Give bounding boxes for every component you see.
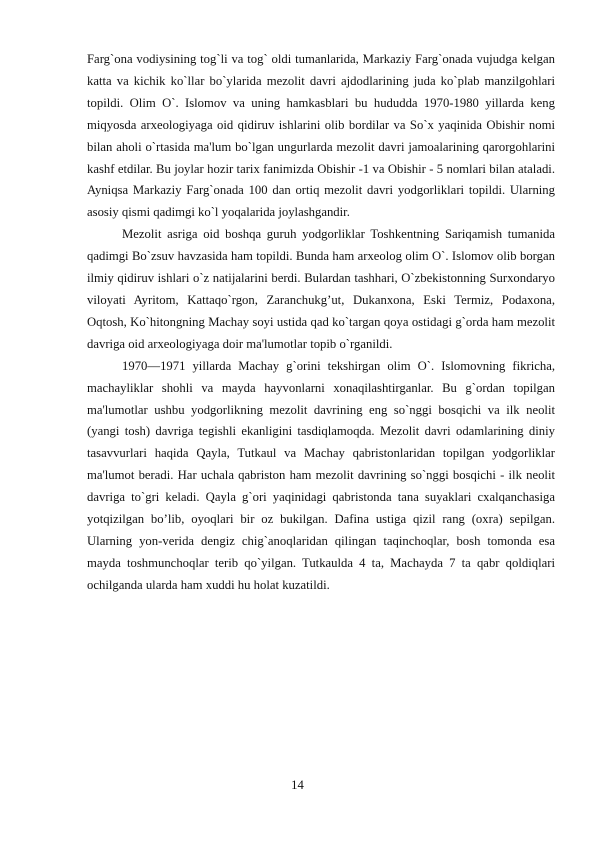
paragraph-2: Mezolit asriga oid boshqa guruh yodgorliklar Toshkentning Sariqamish tumanida qadimgi Bo`zsuv havzasida ham topildi. Bunda ham arxeolog olim O`. Islomov olib borgan ilmiy qidiruv ishlari o`z natijalarini berdi. Bulardan tashhari, O`zbekistonning Surxondaryo viloyati Ayritom, Kattaqo`rgon, Zaranchukg’ut, Dukanxona, Eski Termiz, Podaxona, Oqtosh, Ko`hitongning Machay soyi ustida qad ko`targan qoya ostidagi g`orda ham mezolit davriga oid arxeologiyaga doir ma'lumotlar topib o`rganildi. bbox=[87, 227, 555, 351]
paragraph-1: Farg`ona vodiysining tog`li va tog` oldi tumanlarida, Markaziy Farg`onada vujudga kelgan katta va kichik ko`llar bo`ylarida mezolit davri ajdodlarining juda ko`plab manzilgohlari topildi. Olim O`. Islomov va uning hamkasblari bu hududda 1970-1980 yillarda keng miqyosda arxeologiyaga oid qidiruv ishlarini olib bordilar va So`x yaqinida Obishir nomi bilan aholi o`rtasida ma'lum bo`lgan ungurlarda mezolit davri jamoalarining qarorgohlarini kashf etdilar. Bu joylar hozir tarix fanimizda Obishir -1 va Obishir - 5 nomlari bilan ataladi. Ayniqsa Markaziy Farg`onada 100 dan ortiq mezolit davri yodgorliklari topildi. Ularning asosiy qismi qadimgi ko`l yoqalarida joylashgandir. bbox=[87, 52, 555, 220]
page-number: 14 bbox=[291, 778, 304, 792]
document-body bbox=[87, 49, 555, 597]
paragraph-3: 1970—1971 yillarda Machay g`orini tekshirgan olim O`. Islomovning fikricha, machayliklar shohli va mayda hayvonlarni xonaqilashtirganlar. Bu g`ordan topilgan ma'lumotlar ushbu yodgorlikning mezolit davrining eng so`nggi bosqichi va ilk neolit (yangi tosh) davriga tegishli ekanligini tasdiqlamoqda. Mezolit davri odamlarining diniy tasavvurlari haqida Qayla, Tutkaul va Machay qabristonlaridan topilgan yodgorliklar ma'lumot beradi. Har uchala qabriston ham mezolit davrining so`nggi bosqichi - ilk neolit davriga to`gri keladi. Qayla g`ori yaqinidagi qabristonda tana suyaklari cxalqanchasiga yotqizilgan bo’lib, oyoqlari bir oz bukilgan. Dafina ustiga qizil rang (oxra) sepilgan. Ularning yon-verida dengiz chig`anoqlaridan qilingan taqinchoqlar, bosh tomonda esa mayda toshmunchoqlar terib qo`yilgan. Tutkaulda 4 ta, Machayda 7 ta qabr qoldiqlari ochilganda ularda ham xuddi hu holat kuzatildi. bbox=[87, 358, 555, 592]
